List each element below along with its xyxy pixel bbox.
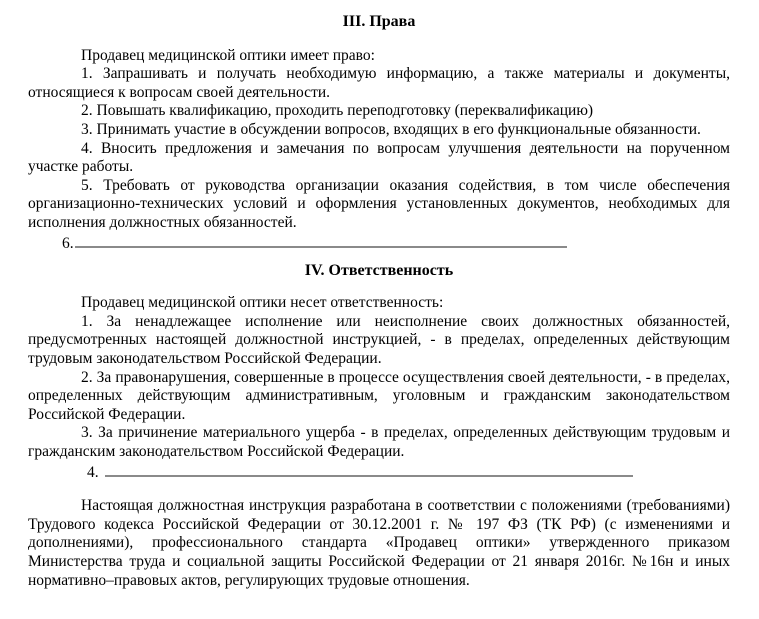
section-heading-rights: III. Права: [342, 13, 416, 30]
responsibility-intro-paragraph: Продавец медицинской оптики несет ответственность:: [81, 294, 444, 312]
responsibility-item-3: 3. За причинение материального ущерба - в пределах, определенных действующим трудовым и гражданским законодательством Российской Федерации.: [28, 424, 730, 460]
responsibility-fill-in-line: [105, 462, 633, 477]
rights-blank-item-number: 6.: [62, 234, 74, 252]
responsibility-item-2: 2. За правонарушения, совершенные в процессе осуществления своей деятельности, - в пределах, определенных действующим административным, уголовным и гражданским законодательством Российской Федерации.: [28, 368, 730, 423]
rights-item-5: 5. Требовать от руководства организации оказания содействия, в том числе обеспечения организационно-технических условий и оформления установленных документов, необходимых для исполнения должностных обязанностей.: [28, 176, 730, 231]
rights-item-3: 3. Принимать участие в обсуждении вопросов, входящих в его функциональные обязанности.: [81, 120, 701, 138]
rights-fill-in-line: [75, 233, 567, 248]
rights-item-4: 4. Вносить предложения и замечания по вопросам улучшения деятельности на порученном участке работы.: [28, 139, 730, 176]
responsibility-blank-item-number: 4.: [87, 463, 99, 481]
responsibility-item-1: 1. За ненадлежащее исполнение или неисполнение своих должностных обязанностей, предусмотренных настоящей должностной инструкцией, - в пределах, определенных действующим трудовым законодательством Российской Федерации.: [28, 312, 730, 367]
rights-blank-item: [28, 233, 730, 254]
closing-paragraph: Настоящая должностная инструкция разработана в соответствии с положениями (требованиями) Трудового кодекса Российской Федерации от 30.12.2001 г. № 197 ФЗ (ТК РФ) (с изменениями и дополнениями), профессионального стандарта «Продавец оптики» утвержденного приказом Министерства труда и социальной защиты Российской Федерации от 21 января 2016г. №16н и иных нормативно–правовых актов, регулирующих трудовые отношения.: [28, 497, 730, 589]
section-heading-responsibility: IV. Ответственность: [304, 261, 454, 279]
rights-item-2: 2. Повышать квалификацию, проходить переподготовку (переквалификацию): [81, 102, 594, 120]
rights-intro-paragraph: Продавец медицинской оптики имеет право:: [81, 46, 375, 64]
rights-item-1: 1. Запрашивать и получать необходимую информацию, а также материалы и документы, относящиеся к вопросам своей деятельности.: [28, 65, 730, 101]
responsibility-blank-item: [28, 462, 730, 483]
